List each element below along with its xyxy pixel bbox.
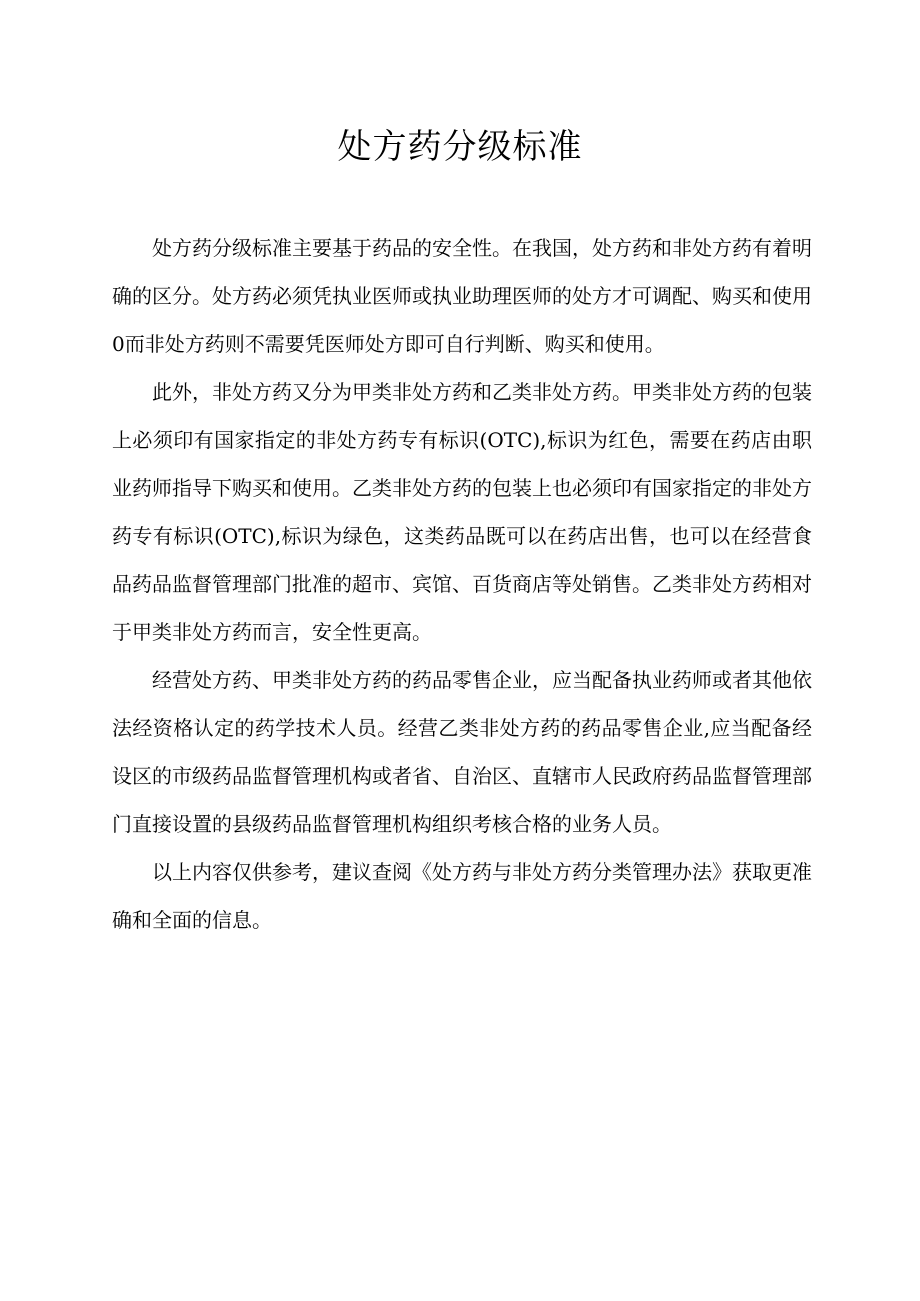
paragraph-otc-classes: 此外，非处方药又分为甲类非处方药和乙类非处方药。甲类非处方药的包装上必须印有国家指定的非处方药专有标识(OTC),标识为红色，需要在药店由职业药师指导下购买和使用。乙类非处方药的包装上也必须印有国家指定的非处方药专有标识(OTC),标识为绿色，这类药品既可以在药店出售，也可以在经营食品药品监督管理部门批准的超市、宾馆、百货商店等处销售。乙类非处方药相对于甲类非处方药而言，安全性更高。	[112, 380, 812, 644]
document-title: 处方药分级标准	[337, 127, 583, 167]
document-body	[112, 224, 812, 944]
paragraph-intro: 处方药分级标准主要基于药品的安全性。在我国，处方药和非处方药有着明确的区分。处方药必须凭执业医师或执业助理医师的处方才可调配、购买和使用0而非处方药则不需要凭医师处方即可自行判断、购买和使用。	[112, 236, 812, 356]
paragraph-retail-staffing: 经营处方药、甲类非处方药的药品零售企业，应当配备执业药师或者其他依法经资格认定的药学技术人员。经营乙类非处方药的药品零售企业,应当配备经设区的市级药品监督管理机构或者省、自治区、直辖市人民政府药品监督管理部门直接设置的县级药品监督管理机构组织考核合格的业务人员。	[112, 668, 812, 836]
paragraph-reference-note: 以上内容仅供参考，建议查阅《处方药与非处方药分类管理办法》获取更准确和全面的信息。	[112, 860, 812, 932]
